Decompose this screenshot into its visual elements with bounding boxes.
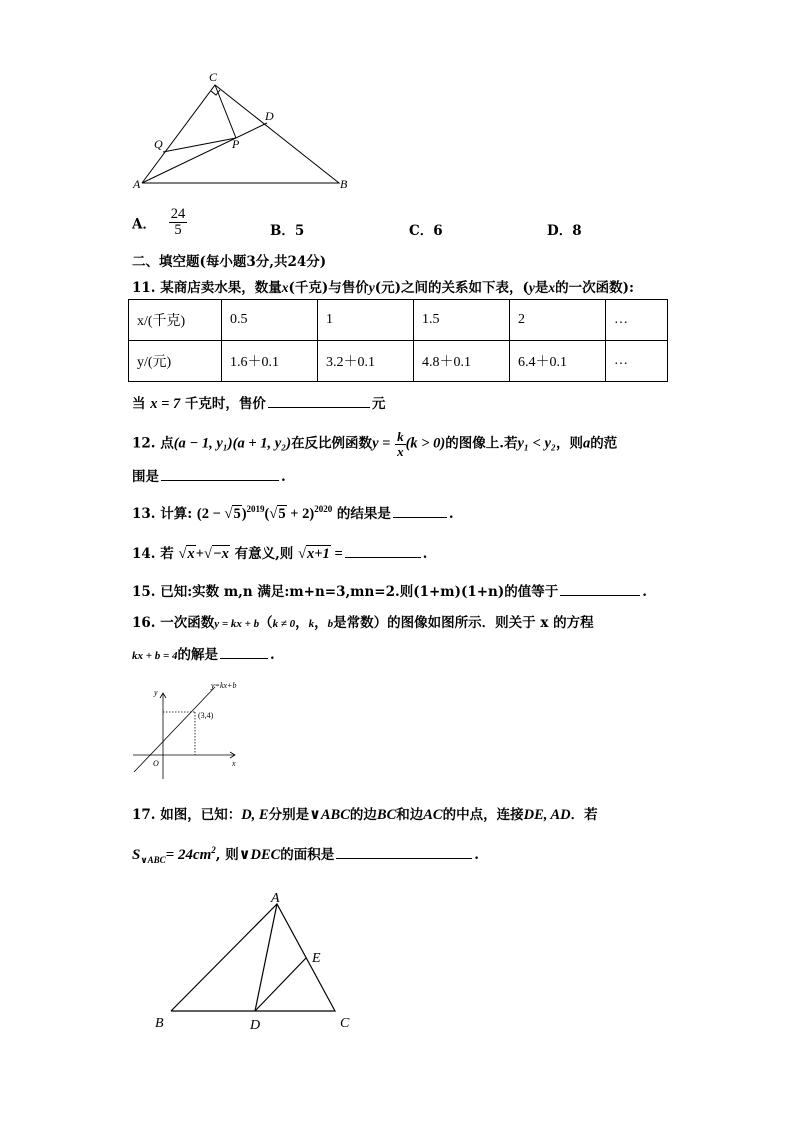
option-d-value: 8 [572, 223, 582, 239]
q12-fraction [395, 430, 406, 458]
table-row [129, 341, 668, 382]
option-c-letter: C． [409, 223, 434, 239]
q16-text-a: 一次函数 [160, 615, 215, 631]
y-axis-label: y [154, 688, 158, 697]
table-cell: 3.2＋0.1 [318, 341, 414, 382]
q12-math-b: y = [372, 435, 391, 452]
q14-end: . [422, 546, 428, 562]
q16-text-d: ， [314, 615, 328, 631]
q16-end: . [270, 647, 275, 663]
question-12 [132, 430, 617, 458]
q17-text-a: 如图，已知： [160, 807, 242, 823]
table-cell: 4.8＋0.1 [414, 341, 510, 382]
q13-exp2: 2020 [314, 504, 333, 515]
q17-line2-text: , 则 [215, 847, 239, 863]
table-cell: 1 [318, 300, 414, 341]
q13-exp1: 2019 [246, 504, 265, 515]
q13-text-b: 的结果是 [336, 506, 391, 522]
option-b-value: 5 [294, 223, 305, 239]
q17-number: 17. [132, 807, 156, 823]
label-e: E [312, 951, 321, 966]
q16-line2-math: kx + b = 4 [132, 650, 178, 662]
q17-text-c: 的边 [349, 807, 377, 823]
option-a-numerator: 24 [170, 206, 186, 222]
q11-var-x2: x [548, 280, 556, 295]
q15-text: 已知:实数 m,n 满足:m+n=3,mn=2.则(1+m)(1+n)的值等于 [160, 584, 559, 600]
segment-a-d [255, 904, 277, 1011]
label-b: B [155, 1016, 164, 1031]
q11-after-math: x = 7 [150, 396, 181, 412]
q12-line2-text: 围是 [132, 469, 159, 485]
q17-line2-sup: 2 [211, 845, 216, 855]
answer-blank[interactable] [345, 543, 421, 558]
q16-math-a: y = kx + b [214, 618, 260, 630]
option-c [409, 219, 443, 239]
q11-text-b: (千克)与售价 [288, 280, 369, 296]
q17-text-b: 分别是 [268, 807, 310, 823]
table-cell: y/(元) [129, 341, 222, 382]
q16-text-e: 是常数）的图像如图所示．则关于 x 的方程 [333, 615, 594, 631]
q12-math-e: a [582, 435, 591, 452]
q16-text-b: （ [259, 615, 273, 631]
figure-triangle-ade [145, 888, 365, 1038]
q17-line2-sub: ∨ABC [140, 855, 166, 865]
q14-expression-b: √x+1 = [298, 546, 343, 562]
q11-after-c: 元 [371, 396, 386, 412]
q17-line2-area [132, 847, 216, 863]
answer-blank[interactable] [268, 393, 370, 408]
table-cell: 6.4＋0.1 [510, 341, 606, 382]
q13-end: . [448, 506, 454, 522]
option-a-denominator: 5 [174, 222, 182, 239]
figure-triangle-qpd [128, 66, 368, 196]
label-b: B [340, 177, 348, 191]
q12-text-d: ，则 [555, 435, 583, 452]
label-d: D [265, 109, 274, 123]
label-c: C [340, 1016, 350, 1031]
segment-d-e [255, 958, 306, 1011]
table-cell: … [606, 341, 668, 382]
q17-math-b: ∨ABC [309, 807, 350, 823]
option-d-letter: D． [547, 223, 573, 239]
q14-text-b: 有意义,则 [234, 546, 294, 562]
x-axis-label: x [232, 759, 236, 768]
label-q: Q [154, 137, 163, 151]
answer-blank[interactable] [393, 503, 447, 518]
q17-text-e: 的中点，连接 [442, 807, 524, 823]
option-a-letter: A． [132, 216, 156, 233]
label-a: A [271, 891, 280, 906]
q16-number: 16. [132, 615, 156, 631]
table-cell: x/(千克) [129, 300, 222, 341]
q12-text-e: 的范 [590, 435, 618, 452]
point-label: (3,4) [198, 711, 214, 720]
option-d [547, 219, 582, 239]
q17-text-d: 和边 [396, 807, 424, 823]
option-c-value: 6 [433, 223, 443, 239]
q12-math-c: (k > 0) [405, 435, 446, 452]
q12-line2-end: . [281, 469, 286, 485]
q17-line2-math-b: = 24cm [165, 847, 212, 863]
q16-math-d: b [327, 618, 334, 630]
q12-text-c: 的图像上.若 [445, 435, 518, 452]
option-a-fraction [169, 207, 188, 238]
question-14 [132, 542, 427, 563]
q11-text-d: 是 [534, 280, 549, 296]
q13-number: 13. [132, 506, 156, 522]
option-a [132, 207, 187, 238]
q12-number: 12. [132, 435, 156, 452]
q17-end: . [474, 847, 479, 863]
q16-text-c: ， [295, 615, 309, 631]
label-d: D [250, 1018, 261, 1033]
q11-after-b: 千克时，售价 [184, 396, 266, 412]
option-b [270, 219, 304, 239]
q17-math-d: AC [423, 807, 443, 823]
table-cell: 1.6＋0.1 [222, 341, 318, 382]
q12-frac-den: x [397, 443, 404, 459]
q17-line2-math-c: ∨DEC [238, 847, 281, 863]
q17-line2-text-b: 的面积是 [280, 847, 335, 863]
q16-math-b: k ≠ 0 [272, 618, 296, 630]
answer-blank[interactable] [336, 844, 472, 859]
label-c: C [209, 70, 218, 84]
q15-number: 15. [132, 584, 156, 600]
q11-var-x: x [281, 280, 289, 295]
q16-line2 [132, 643, 275, 663]
q17-line2 [132, 843, 479, 866]
answer-blank[interactable] [560, 581, 640, 596]
label-a: A [133, 177, 141, 191]
q17-line2-math: S [132, 847, 141, 863]
q12-math-d: y₁ < y₂ [517, 435, 556, 452]
question-13 [132, 502, 454, 523]
q13-expression: $(2 - √5)^{2019}(√5 + 2)^{2020}$ [196, 504, 333, 522]
line-label: y=kx+b [211, 681, 237, 690]
q16-math-c: k [308, 618, 315, 630]
q11-answer-line [132, 392, 385, 413]
q12-text-a: 点 [160, 435, 174, 452]
q16-line2-text: 的解是 [177, 647, 219, 663]
table-row [129, 300, 668, 341]
label-p: P [232, 137, 240, 151]
q17-math-e: DE, AD [523, 807, 571, 823]
q12-text-b: 在反比例函数 [291, 435, 373, 452]
table-cell: 2 [510, 300, 606, 341]
q11-after-a: 当 [132, 396, 146, 412]
option-b-letter: B． [270, 223, 295, 239]
q11-text-e: 的一次函数): [555, 280, 635, 296]
section-title: 二、填空题(每小题3分,共24分) [132, 254, 327, 270]
q11-text-a: 某商店卖水果，数量 [160, 280, 282, 296]
segment-a-d [142, 123, 267, 183]
question-16 [132, 611, 594, 631]
triangle-outline [171, 904, 335, 1011]
q15-end: . [642, 584, 647, 600]
question-11 [132, 276, 634, 296]
q12-line2 [132, 465, 286, 485]
table-cell: … [606, 300, 668, 341]
table-cell: 0.5 [222, 300, 318, 341]
q14-expression-a: √x+√−x [178, 546, 229, 562]
q11-number: 11. [132, 280, 156, 296]
table-cell: 1.5 [414, 300, 510, 341]
question-17 [132, 803, 598, 824]
question-15 [132, 580, 647, 600]
q11-text-c: (元)之间的关系如下表，( [374, 280, 529, 296]
q17-math-c: BC [376, 807, 397, 823]
answer-blank[interactable] [161, 466, 279, 481]
q13-text-a: 计算: [160, 506, 193, 522]
q11-var-y2: y [528, 280, 535, 295]
q14-text-a: 若 [160, 546, 174, 562]
q17-text-f: ．若 [570, 807, 598, 823]
q11-var-y: y [368, 280, 375, 295]
q12-frac-num: k [397, 429, 404, 444]
answer-blank[interactable] [220, 644, 268, 659]
q14-number: 14. [132, 546, 156, 562]
q12-math-a: (a − 1, y₁)(a + 1, y₂) [173, 435, 292, 452]
q11-table [128, 299, 668, 382]
q17-math-a: D, E [241, 807, 269, 823]
figure-linear-function [128, 676, 258, 786]
line-y-kx-b [134, 687, 215, 772]
origin-label: O [153, 759, 159, 768]
